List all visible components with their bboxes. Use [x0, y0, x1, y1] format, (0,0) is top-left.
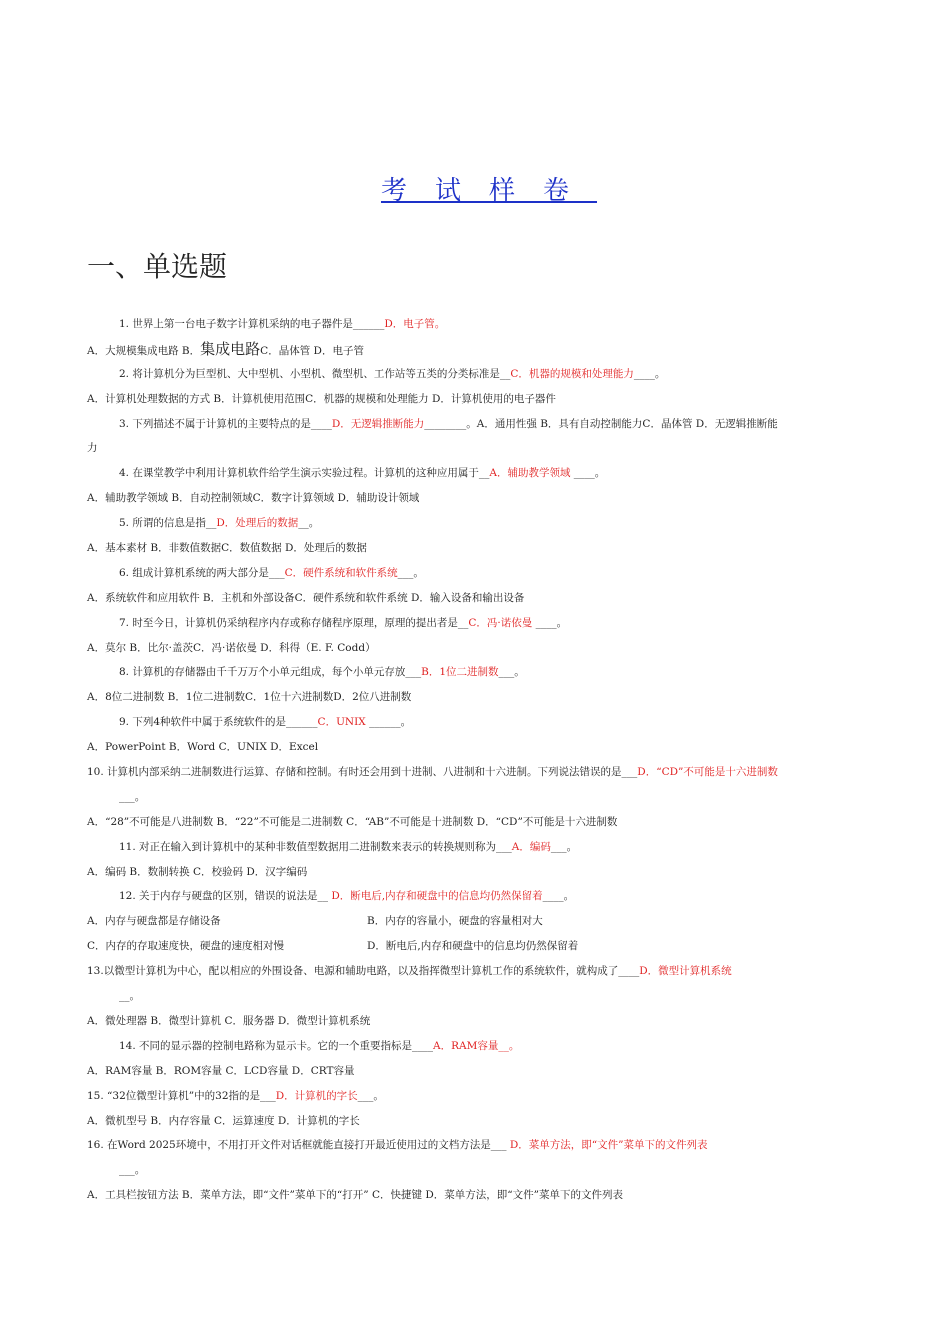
question-options: A．PowerPoint B．Word C．UNIX D．Excel [87, 741, 319, 754]
option-c: C．内存的存取速度快，硬盘的速度相对慢 [87, 940, 285, 953]
question-continuation: ___。 [119, 790, 146, 803]
question-continuation: ___。 [119, 1164, 146, 1177]
answer-text: D．计算机的字长 [275, 1089, 358, 1102]
stem-tail: ______。 [365, 716, 412, 729]
answer-text: D．断电后,内存和硬盘中的信息均仍然保留着 [331, 890, 543, 903]
question-stem [87, 760, 877, 785]
question-options: A．系统软件和应用软件 B．主机和外部设备C．硬件系统和软件系统 D．输入设备和输出设备 [87, 591, 525, 604]
stem-text: 6. 组成计算机系统的两大部分是___ [119, 566, 285, 579]
stem-tail: ___。 [397, 566, 424, 579]
question-options [87, 909, 877, 934]
question-options: A．微机型号 B．内存容量 C．运算速度 D．计算机的字长 [87, 1114, 360, 1127]
stem-text: 1. 世界上第一台电子数字计算机采纳的电子器件是______ [119, 318, 385, 330]
option-d: D．断电后,内存和硬盘中的信息均仍然保留着 [367, 940, 579, 953]
question-stem [87, 835, 877, 860]
question-stem [87, 1084, 877, 1109]
stem-text: 12. 关于内存与硬盘的区别，错误的说法是__ [119, 890, 332, 903]
question-stem [87, 959, 877, 984]
answer-text: C．冯·诺依曼 [468, 616, 533, 629]
stem-text: 13.以微型计算机为中心，配以相应的外围设备、电源和辅助电路，以及指挥微型计算机工作的系统软件，就构成了____ [87, 965, 640, 978]
stem-tail: ___。 [550, 840, 578, 853]
question-stem [87, 1133, 877, 1158]
stem-text: 16. 在Word 2025环境中，不用打开文件对话框就能直接打开最近使用过的文档方法是___ [87, 1139, 510, 1152]
question-stem [87, 412, 877, 437]
question-stem [87, 1034, 877, 1059]
stem-tail: ___。 [357, 1089, 384, 1102]
stem-tail: ___。 [498, 666, 525, 679]
stem-tail: __。 [498, 1039, 520, 1052]
question-options: A．基本素材 B．非数值数据C．数值数据 D．处理后的数据 [87, 542, 367, 555]
question-options: A．莫尔 B．比尔·盖茨C．冯·诺依曼 D．科得（E. F. Codd） [87, 641, 376, 654]
answer-text: D．无逻辑推断能力 [331, 417, 425, 430]
stem-tail: ____。 [570, 467, 606, 480]
stem-tail: 。 [434, 318, 446, 330]
answer-text: C．UNIX [317, 716, 366, 729]
option-text: C．晶体管 D．电子管 [260, 344, 364, 357]
answer-text: A．RAM容量 [433, 1039, 499, 1052]
stem-tail: ____。 [542, 890, 575, 903]
question-continuation: __。 [119, 990, 140, 1003]
option-text-large: 集成电路 [200, 339, 261, 358]
answer-text: A．辅助教学领域 [489, 467, 571, 480]
question-options: A．工具栏按钮方法 B．菜单方法，即“文件”菜单下的“打开” C．快捷键 D．菜单方法，即“文件”菜单下的文件列表 [87, 1189, 623, 1202]
answer-text: D．处理后的数据 [216, 517, 299, 530]
question-stem [87, 461, 877, 486]
stem-tail: ________。A．通用性强 B．具有自动控制能力C．晶体管 D．无逻辑推断能 [424, 417, 778, 430]
stem-tail: __。 [298, 517, 320, 530]
answer-text: C．硬件系统和软件系统 [284, 566, 398, 579]
stem-text: 14. 不同的显示器的控制电路称为显示卡。它的一个重要指标是____ [119, 1039, 434, 1052]
option-text: A．大规模集成电路 B． [87, 344, 201, 357]
question-options: A．“28”不可能是八进制数 B．“22”不可能是二进制数 C．“AB”不可能是十进制数 D．“CD”不可能是十六进制数 [87, 815, 618, 828]
question-stem [87, 660, 877, 685]
stem-text: 9. 下列4种软件中属于系统软件的是______ [119, 716, 318, 729]
answer-text: A．编码 [511, 840, 551, 853]
question-stem [87, 611, 877, 636]
question-stem [87, 710, 877, 735]
stem-text: 5. 所谓的信息是指__ [119, 517, 217, 530]
answer-text: D．“CD”不可能是十六进制数 [637, 766, 778, 779]
question-stem [87, 884, 877, 909]
question-list [87, 312, 877, 1208]
question-stem [87, 312, 877, 337]
stem-text: 10. 计算机内部采纳二进制数进行运算、存储和控制。有时还会用到十进制、八进制和十六进制。下列说法错误的是___ [87, 766, 638, 779]
question-stem [87, 511, 877, 536]
question-options: A．8位二进制数 B．1位二进制数C．1位十六进制数D．2位八进制数 [87, 691, 412, 704]
stem-tail: ____。 [532, 616, 568, 629]
section-heading: 一、单选题 [87, 250, 228, 283]
option-a: A．内存与硬盘都是存储设备 [87, 915, 221, 928]
stem-text: 2. 将计算机分为巨型机、大中型机、小型机、微型机、工作站等五类的分类标准是__ [119, 367, 511, 380]
stem-text: 11. 对正在输入到计算机中的某种非数值型数据用二进制数来表示的转换规则称为___ [119, 840, 512, 853]
question-options: A．计算机处理数据的方式 B．计算机使用范围C．机器的规模和处理能力 D．计算机使用的电子器件 [87, 392, 556, 405]
answer-text: D．微型计算机系统 [639, 965, 732, 978]
stem-text: 3. 下列描述不属于计算机的主要特点的是____ [119, 417, 332, 430]
question-options [87, 934, 877, 959]
option-b: B．内存的容量小，硬盘的容量相对大 [367, 915, 543, 928]
stem-text: 7. 时至今日，计算机仍采纳程序内存或称存储程序原理，原理的提出者是__ [119, 616, 469, 629]
stem-tail: ____。 [633, 367, 666, 380]
answer-text: D．菜单方法，即“文件”菜单下的文件列表 [509, 1139, 708, 1152]
answer-text: D．电子管 [384, 318, 435, 330]
page-title: 考试样卷 [380, 176, 597, 206]
question-stem [87, 561, 877, 586]
answer-text: C．机器的规模和处理能力 [510, 367, 634, 380]
question-options: A．辅助教学领域 B．自动控制领域C．数字计算领域 D．辅助设计领域 [87, 492, 420, 505]
question-options [87, 337, 877, 362]
stem-text: 15. “32位微型计算机”中的32指的是___ [87, 1089, 276, 1102]
answer-text: B．1位二进制数 [421, 666, 499, 679]
question-continuation: 力 [87, 442, 98, 455]
question-options: A．RAM容量 B．ROM容量 C．LCD容量 D．CRT容量 [87, 1064, 355, 1077]
question-stem [87, 362, 877, 387]
question-options: A．微处理器 B．微型计算机 C．服务器 D．微型计算机系统 [87, 1014, 371, 1027]
question-options: A．编码 B．数制转换 C．校验码 D．汉字编码 [87, 865, 308, 878]
stem-text: 4. 在课堂教学中利用计算机软件给学生演示实验过程。计算机的这种应用属于__ [119, 467, 490, 480]
stem-text: 8. 计算机的存储器由千千万万个小单元组成，每个小单元存放___ [119, 666, 422, 679]
